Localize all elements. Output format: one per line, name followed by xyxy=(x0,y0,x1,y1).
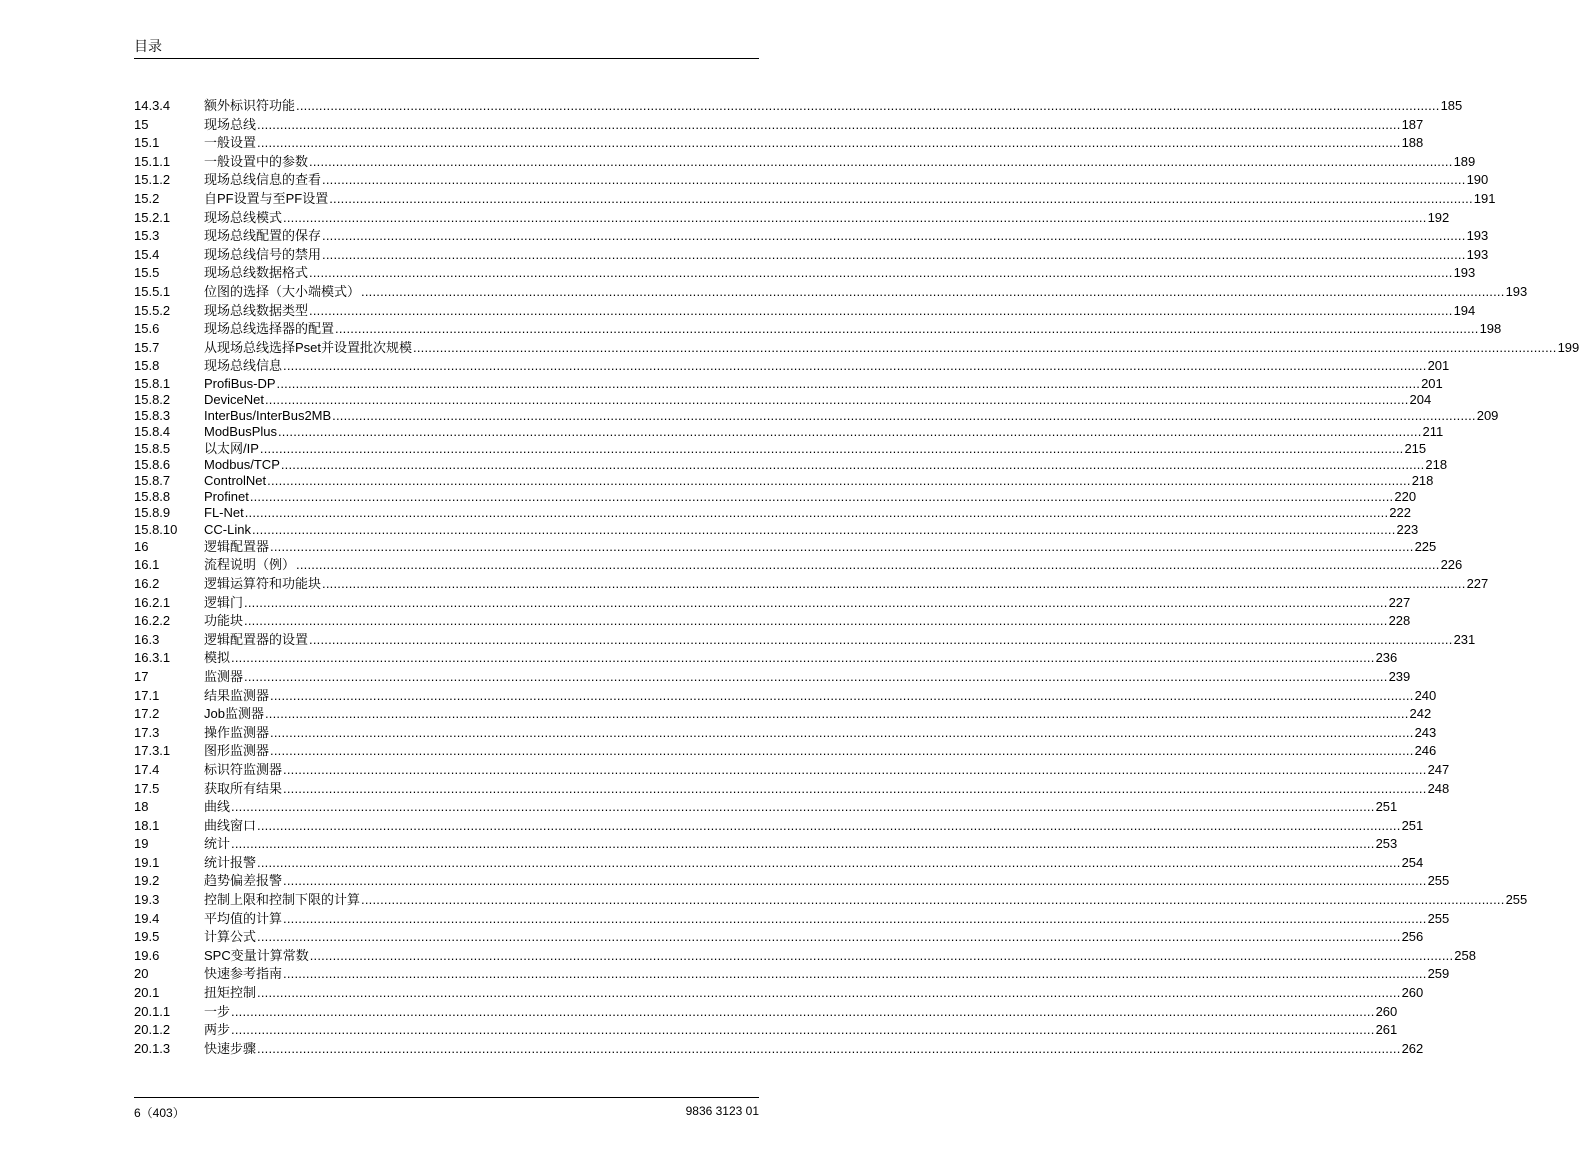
toc-entry[interactable] xyxy=(134,134,1424,153)
toc-entry-title: CC-Link xyxy=(204,521,251,537)
toc-entry-page: 260 xyxy=(1401,985,1424,1001)
toc-entry-number: 16.2 xyxy=(134,575,160,591)
toc-entry-title: 现场总线数据格式 xyxy=(204,264,309,283)
toc-entry-number: 17.5 xyxy=(134,780,160,796)
toc-entry-page: 255 xyxy=(1505,892,1528,908)
toc-leader-dots: ............................................................................................................................................................................................................................................................................................................ xyxy=(283,910,1427,926)
toc-entry[interactable] xyxy=(134,780,1450,799)
toc-leader-dots: ............................................................................................................................................................................................................................................................................................................ xyxy=(277,424,1422,440)
toc-entry[interactable] xyxy=(134,283,1528,302)
toc-entry[interactable] xyxy=(134,116,1424,135)
toc-leader-dots: ............................................................................................................................................................................................................................................................................................................ xyxy=(309,153,1453,169)
toc-entry-number: 15.8.2 xyxy=(134,392,171,408)
toc-entry[interactable] xyxy=(134,910,1450,929)
toc-entry-title: 流程说明（例） xyxy=(204,556,296,575)
toc-leader-dots: ............................................................................................................................................................................................................................................................................................................ xyxy=(257,1040,1401,1056)
toc-entry-title: 快速步骤 xyxy=(204,1040,257,1059)
toc-entry-number: 15.8.10 xyxy=(134,521,178,537)
toc-leader-dots: ............................................................................................................................................................................................................................................................................................................ xyxy=(283,358,1427,374)
toc-leader-dots: ............................................................................................................................................................................................................................................................................................................ xyxy=(361,892,1505,908)
toc-entry-page: 227 xyxy=(1388,594,1411,610)
toc-entry-number: 19.4 xyxy=(134,910,160,926)
toc-entry-page: 211 xyxy=(1422,424,1444,440)
toc-entry-page: 254 xyxy=(1401,854,1424,870)
toc-entry-number: 17.3 xyxy=(134,724,160,740)
toc-entry[interactable] xyxy=(134,456,1448,473)
toc-entry-page: 199 xyxy=(1557,339,1579,355)
toc-entry-title: 现场总线 xyxy=(204,116,257,135)
toc-leader-dots: ............................................................................................................................................................................................................................................................................................................ xyxy=(244,594,1388,610)
toc-entry-title: 现场总线信号的禁用 xyxy=(204,246,322,265)
toc-entry-number: 15.8.7 xyxy=(134,473,171,489)
toc-entry[interactable] xyxy=(134,891,1528,910)
page-header-title: 目录 xyxy=(134,38,162,54)
toc-leader-dots: ............................................................................................................................................................................................................................................................................................................ xyxy=(322,172,1466,188)
toc-leader-dots: ............................................................................................................................................................................................................................................................................................................ xyxy=(249,489,1394,505)
toc-entry[interactable] xyxy=(134,339,1579,358)
toc-entry-title: 两步 xyxy=(204,1021,231,1040)
toc-leader-dots: ............................................................................................................................................................................................................................................................................................................ xyxy=(283,780,1427,796)
toc-entry-page: 189 xyxy=(1453,153,1476,169)
toc-entry-number: 15.5.1 xyxy=(134,283,171,299)
toc-leader-dots: ............................................................................................................................................................................................................................................................................................................ xyxy=(231,650,1375,666)
toc-entry-number: 16.3.1 xyxy=(134,650,171,666)
toc-entry[interactable] xyxy=(134,835,1398,854)
toc-entry[interactable] xyxy=(134,375,1443,392)
toc-leader-dots: ............................................................................................................................................................................................................................................................................................................ xyxy=(257,817,1401,833)
toc-entry-number: 19 xyxy=(134,836,149,852)
toc-entry-title: 监测器 xyxy=(204,668,244,687)
footer-page-number: 6（403） xyxy=(134,1106,185,1120)
toc-entry-number: 15.8.8 xyxy=(134,489,171,505)
toc-leader-dots: ............................................................................................................................................................................................................................................................................................................ xyxy=(270,538,1414,554)
toc-entry[interactable] xyxy=(134,357,1450,376)
toc-entry-number: 20.1.3 xyxy=(134,1040,171,1056)
toc-leader-dots: ............................................................................................................................................................................................................................................................................................................ xyxy=(257,116,1401,132)
toc-leader-dots: ............................................................................................................................................................................................................................................................................................................ xyxy=(257,985,1401,1001)
toc-entry-number: 19.5 xyxy=(134,929,160,945)
toc-entry-number: 20.1 xyxy=(134,985,160,1001)
toc-leader-dots: ............................................................................................................................................................................................................................................................................................................ xyxy=(257,135,1401,151)
toc-entry-number: 16.2.2 xyxy=(134,613,171,629)
toc-entry[interactable] xyxy=(134,227,1489,246)
toc-entry-title: 自PF设置与至PF设置 xyxy=(204,190,329,209)
toc-leader-dots: ............................................................................................................................................................................................................................................................................................................ xyxy=(309,265,1453,281)
toc-leader-dots: ............................................................................................................................................................................................................................................................................................................ xyxy=(335,321,1479,337)
toc-entry-title: DeviceNet xyxy=(204,392,264,408)
toc-entry-title: 快速参考指南 xyxy=(204,965,283,984)
toc-entry-page: 239 xyxy=(1388,668,1411,684)
footer-doc-number: 9836 3123 01 xyxy=(685,1104,759,1118)
toc-entry-page: 193 xyxy=(1466,228,1489,244)
toc-leader-dots: ............................................................................................................................................................................................................................................................................................................ xyxy=(267,473,1411,489)
toc-entry-number: 15.5 xyxy=(134,265,160,281)
toc-entry-page: 225 xyxy=(1414,538,1437,554)
toc-entry-title: 逻辑配置器的设置 xyxy=(204,631,309,650)
toc-entry[interactable] xyxy=(134,171,1489,190)
toc-entry[interactable] xyxy=(134,575,1489,594)
toc-entry-title: ModBusPlus xyxy=(204,424,277,440)
toc-entry[interactable] xyxy=(134,1040,1424,1059)
toc-leader-dots: ............................................................................................................................................................................................................................................................................................................ xyxy=(244,668,1388,684)
toc-entry-title: 额外标识符功能 xyxy=(204,97,296,116)
toc-entry-title: 位图的选择（大小端模式） xyxy=(204,283,361,302)
toc-entry-page: 261 xyxy=(1375,1022,1398,1038)
toc-entry-number: 15.8.1 xyxy=(134,375,171,391)
toc-entry-page: 259 xyxy=(1427,966,1450,982)
toc-entry[interactable] xyxy=(134,724,1437,743)
table-of-contents xyxy=(134,97,1579,1058)
toc-entry-number: 15.8.3 xyxy=(134,408,171,424)
toc-entry-title: 统计报警 xyxy=(204,854,257,873)
toc-entry[interactable] xyxy=(134,473,1434,489)
toc-leader-dots: ............................................................................................................................................................................................................................................................................................................ xyxy=(259,440,1404,456)
toc-entry-page: 194 xyxy=(1453,302,1476,318)
toc-entry-title: 标识符监测器 xyxy=(204,761,283,780)
toc-leader-dots: ............................................................................................................................................................................................................................................................................................................ xyxy=(309,947,1454,963)
toc-entry-title: 统计 xyxy=(204,835,231,854)
toc-entry-title: 现场总线数据类型 xyxy=(204,302,309,321)
toc-leader-dots: ............................................................................................................................................................................................................................................................................................................ xyxy=(270,743,1414,759)
toc-leader-dots: ............................................................................................................................................................................................................................................................................................................ xyxy=(264,392,1409,408)
toc-entry-number: 15.8.6 xyxy=(134,456,171,472)
header-rule xyxy=(134,58,759,59)
toc-entry-page: 193 xyxy=(1505,283,1528,299)
toc-entry[interactable] xyxy=(134,424,1444,440)
toc-entry-title: InterBus/InterBus2MB xyxy=(204,408,332,424)
toc-entry[interactable] xyxy=(134,1021,1398,1040)
toc-entry-title: 一步 xyxy=(204,1003,231,1022)
toc-entry-number: 17.4 xyxy=(134,761,160,777)
toc-leader-dots: ............................................................................................................................................................................................................................................................................................................ xyxy=(361,283,1505,299)
toc-entry-number: 19.1 xyxy=(134,854,160,870)
toc-entry-page: 201 xyxy=(1427,358,1450,374)
toc-entry[interactable] xyxy=(134,392,1432,408)
toc-entry-title: 操作监测器 xyxy=(204,724,270,743)
toc-leader-dots: ............................................................................................................................................................................................................................................................................................................ xyxy=(280,456,1425,472)
toc-entry[interactable] xyxy=(134,521,1419,538)
toc-entry-page: 190 xyxy=(1466,172,1489,188)
toc-leader-dots: ............................................................................................................................................................................................................................................................................................................ xyxy=(283,873,1427,889)
toc-entry[interactable] xyxy=(134,246,1489,265)
toc-entry-page: 220 xyxy=(1394,489,1417,505)
toc-entry-number: 14.3.4 xyxy=(134,98,171,113)
toc-entry-page: 262 xyxy=(1401,1040,1424,1056)
toc-entry[interactable] xyxy=(134,965,1450,984)
toc-entry[interactable] xyxy=(134,928,1424,947)
toc-entry-number: 16.1 xyxy=(134,557,160,573)
toc-entry-number: 17.1 xyxy=(134,687,160,703)
toc-entry-number: 20.1.1 xyxy=(134,1003,171,1019)
toc-entry-title: 现场总线信息 xyxy=(204,357,283,376)
toc-entry-number: 15.6 xyxy=(134,321,160,337)
toc-entry-title: FL-Net xyxy=(204,505,244,521)
toc-entry-page: 193 xyxy=(1453,265,1476,281)
toc-leader-dots: ............................................................................................................................................................................................................................................................................................................ xyxy=(231,1003,1375,1019)
toc-entry-number: 16.3 xyxy=(134,631,160,647)
toc-entry[interactable] xyxy=(134,705,1432,724)
toc-entry-page: 227 xyxy=(1466,575,1489,591)
toc-entry-title: 现场总线选择器的配置 xyxy=(204,320,335,339)
toc-entry-number: 19.2 xyxy=(134,873,160,889)
toc-entry[interactable] xyxy=(134,872,1450,891)
toc-entry[interactable] xyxy=(134,798,1398,817)
toc-leader-dots: ............................................................................................................................................................................................................................................................................................................ xyxy=(244,505,1389,521)
toc-entry-number: 17.3.1 xyxy=(134,743,171,759)
toc-entry-title: SPC变量计算常数 xyxy=(204,947,310,966)
toc-entry-number: 16 xyxy=(134,538,149,554)
toc-entry[interactable] xyxy=(134,761,1450,780)
toc-leader-dots: ............................................................................................................................................................................................................................................................................................................ xyxy=(296,98,1440,113)
toc-entry-title: 一般设置 xyxy=(204,134,257,153)
toc-entry[interactable] xyxy=(134,1003,1398,1022)
toc-entry[interactable] xyxy=(134,190,1496,209)
toc-entry[interactable] xyxy=(134,440,1427,457)
toc-entry-number: 15.2.1 xyxy=(134,209,171,225)
toc-entry[interactable] xyxy=(134,556,1463,575)
toc-entry-title: 控制上限和控制下限的计算 xyxy=(204,891,361,910)
toc-entry-page: 253 xyxy=(1375,836,1398,852)
toc-entry-page: 218 xyxy=(1411,473,1434,489)
toc-entry-number: 16.2.1 xyxy=(134,594,171,610)
toc-entry-page: 243 xyxy=(1414,724,1437,740)
toc-entry-number: 15.2 xyxy=(134,190,160,206)
toc-entry-number: 15.7 xyxy=(134,339,160,355)
toc-entry-page: 185 xyxy=(1440,98,1463,113)
toc-entry-number: 18 xyxy=(134,799,149,815)
toc-entry[interactable] xyxy=(134,320,1502,339)
toc-leader-dots: ............................................................................................................................................................................................................................................................................................................ xyxy=(231,799,1375,815)
toc-entry-title: 曲线 xyxy=(204,798,231,817)
toc-entry[interactable] xyxy=(134,687,1437,706)
toc-entry-title: 结果监测器 xyxy=(204,687,270,706)
toc-entry[interactable] xyxy=(134,668,1411,687)
toc-entry[interactable] xyxy=(134,153,1476,172)
toc-entry-number: 19.6 xyxy=(134,947,160,963)
toc-entry[interactable] xyxy=(134,489,1417,505)
toc-entry-title: 现场总线配置的保存 xyxy=(204,227,322,246)
toc-entry-title: 获取所有结果 xyxy=(204,780,283,799)
toc-entry-page: 209 xyxy=(1476,408,1499,424)
toc-entry-title: 功能块 xyxy=(204,612,244,631)
toc-entry-number: 20.1.2 xyxy=(134,1022,171,1038)
toc-entry-title: 计算公式 xyxy=(204,928,257,947)
toc-entry-title: 一般设置中的参数 xyxy=(204,153,309,172)
toc-entry-title: 扭矩控制 xyxy=(204,984,257,1003)
toc-entry-page: 215 xyxy=(1404,440,1427,456)
toc-entry-number: 15.3 xyxy=(134,228,160,244)
toc-leader-dots: ............................................................................................................................................................................................................................................................................................................ xyxy=(270,687,1414,703)
toc-entry-number: 17 xyxy=(134,668,149,684)
toc-entry-number: 15.8 xyxy=(134,358,160,374)
toc-leader-dots: ............................................................................................................................................................................................................................................................................................................ xyxy=(251,521,1396,537)
toc-entry[interactable] xyxy=(134,984,1424,1003)
toc-leader-dots: ............................................................................................................................................................................................................................................................................................................ xyxy=(413,339,1557,355)
toc-entry-page: 193 xyxy=(1466,246,1489,262)
toc-entry-page: 231 xyxy=(1453,631,1476,647)
toc-entry-page: 246 xyxy=(1414,743,1437,759)
toc-entry-number: 15.1.1 xyxy=(134,153,171,169)
toc-leader-dots: ............................................................................................................................................................................................................................................................................................................ xyxy=(257,854,1401,870)
toc-entry-page: 228 xyxy=(1388,613,1411,629)
toc-entry-page: 255 xyxy=(1427,873,1450,889)
toc-entry-title: 平均值的计算 xyxy=(204,910,283,929)
toc-leader-dots: ............................................................................................................................................................................................................................................................................................................ xyxy=(309,302,1453,318)
toc-entry-title: 从现场总线选择Pset并设置批次规模 xyxy=(204,339,413,358)
toc-entry-page: 251 xyxy=(1375,799,1398,815)
toc-leader-dots: ............................................................................................................................................................................................................................................................................................................ xyxy=(257,929,1401,945)
toc-leader-dots: ............................................................................................................................................................................................................................................................................................................ xyxy=(296,557,1440,573)
toc-entry-number: 15.8.4 xyxy=(134,424,171,440)
toc-leader-dots: ............................................................................................................................................................................................................................................................................................................ xyxy=(231,1022,1375,1038)
toc-entry-title: Profinet xyxy=(204,489,249,505)
toc-entry[interactable] xyxy=(134,209,1450,228)
toc-entry-page: 222 xyxy=(1389,505,1411,521)
toc-entry-page: 187 xyxy=(1401,116,1424,132)
toc-entry-title: 曲线窗口 xyxy=(204,817,257,836)
toc-entry-title: 逻辑配置器 xyxy=(204,538,270,557)
toc-entry-page: 218 xyxy=(1425,456,1448,472)
toc-entry-page: 188 xyxy=(1401,135,1424,151)
toc-entry-page: 191 xyxy=(1473,190,1496,206)
toc-entry-title: 逻辑运算符和功能块 xyxy=(204,575,322,594)
toc-entry-page: 236 xyxy=(1375,650,1398,666)
toc-entry-number: 20 xyxy=(134,966,149,982)
toc-leader-dots: ............................................................................................................................................................................................................................................................................................................ xyxy=(322,575,1466,591)
toc-entry-title: 逻辑门 xyxy=(204,594,244,613)
toc-entry-number: 15 xyxy=(134,116,149,132)
toc-leader-dots: ............................................................................................................................................................................................................................................................................................................ xyxy=(231,836,1375,852)
toc-entry-page: 204 xyxy=(1409,392,1432,408)
toc-entry-title: 现场总线信息的查看 xyxy=(204,171,322,190)
toc-entry-number: 15.1.2 xyxy=(134,172,171,188)
toc-entry[interactable] xyxy=(134,947,1476,966)
toc-leader-dots: ............................................................................................................................................................................................................................................................................................................ xyxy=(332,408,1476,424)
toc-entry-title: 模拟 xyxy=(204,649,231,668)
toc-leader-dots: ............................................................................................................................................................................................................................................................................................................ xyxy=(270,724,1414,740)
toc-leader-dots: ............................................................................................................................................................................................................................................................................................................ xyxy=(283,966,1427,982)
toc-entry-title: 趋势偏差报警 xyxy=(204,872,283,891)
toc-entry-title: 以太网/IP xyxy=(204,440,259,456)
toc-entry-number: 15.1 xyxy=(134,135,160,151)
toc-leader-dots: ............................................................................................................................................................................................................................................................................................................ xyxy=(283,761,1427,777)
toc-entry-number: 15.5.2 xyxy=(134,302,171,318)
toc-leader-dots: ............................................................................................................................................................................................................................................................................................................ xyxy=(329,190,1473,206)
toc-entry-number: 15.4 xyxy=(134,246,160,262)
toc-entry[interactable] xyxy=(134,631,1476,650)
toc-entry[interactable] xyxy=(134,817,1424,836)
toc-entry-title: ProfiBus-DP xyxy=(204,375,276,391)
toc-entry-page: 251 xyxy=(1401,817,1424,833)
toc-entry-title: ControlNet xyxy=(204,473,267,489)
toc-entry-title: 现场总线模式 xyxy=(204,209,283,228)
toc-entry-page: 247 xyxy=(1427,761,1450,777)
toc-entry-number: 19.3 xyxy=(134,892,160,908)
toc-entry-title: Job监测器 xyxy=(204,705,265,724)
toc-entry-number: 18.1 xyxy=(134,817,160,833)
toc-entry-number: 15.8.9 xyxy=(134,505,171,521)
footer-rule xyxy=(134,1097,759,1098)
toc-entry-page: 255 xyxy=(1427,910,1450,926)
toc-leader-dots: ............................................................................................................................................................................................................................................................................................................ xyxy=(244,613,1388,629)
toc-entry-page: 260 xyxy=(1375,1003,1398,1019)
toc-entry-title: 图形监测器 xyxy=(204,742,270,761)
toc-entry[interactable] xyxy=(134,264,1476,283)
toc-leader-dots: ............................................................................................................................................................................................................................................................................................................ xyxy=(322,246,1466,262)
toc-entry[interactable] xyxy=(134,649,1398,668)
toc-leader-dots: ............................................................................................................................................................................................................................................................................................................ xyxy=(276,375,1421,391)
toc-leader-dots: ............................................................................................................................................................................................................................................................................................................ xyxy=(283,209,1427,225)
toc-leader-dots: ............................................................................................................................................................................................................................................................................................................ xyxy=(264,706,1409,722)
toc-entry[interactable] xyxy=(134,538,1437,557)
toc-entry[interactable] xyxy=(134,302,1476,321)
toc-entry[interactable] xyxy=(134,408,1499,424)
toc-entry-page: 242 xyxy=(1409,706,1432,722)
toc-leader-dots: ............................................................................................................................................................................................................................................................................................................ xyxy=(309,631,1453,647)
toc-entry-page: 256 xyxy=(1401,929,1424,945)
toc-entry-page: 248 xyxy=(1427,780,1450,796)
toc-entry-page: 226 xyxy=(1440,557,1463,573)
toc-entry-page: 223 xyxy=(1396,521,1419,537)
toc-entry[interactable] xyxy=(134,742,1437,761)
toc-entry-page: 201 xyxy=(1421,375,1443,391)
toc-entry[interactable] xyxy=(134,97,1463,116)
toc-entry-page: 258 xyxy=(1454,947,1476,963)
toc-entry-page: 192 xyxy=(1427,209,1450,225)
toc-entry[interactable] xyxy=(134,505,1411,521)
toc-entry[interactable] xyxy=(134,594,1411,613)
toc-entry-number: 15.8.5 xyxy=(134,440,171,456)
toc-entry-number: 17.2 xyxy=(134,706,160,722)
toc-entry[interactable] xyxy=(134,612,1411,631)
toc-entry-title: Modbus/TCP xyxy=(204,456,280,472)
toc-entry[interactable] xyxy=(134,854,1424,873)
toc-entry-page: 198 xyxy=(1479,321,1502,337)
toc-leader-dots: ............................................................................................................................................................................................................................................................................................................ xyxy=(322,228,1466,244)
toc-entry-page: 240 xyxy=(1414,687,1437,703)
